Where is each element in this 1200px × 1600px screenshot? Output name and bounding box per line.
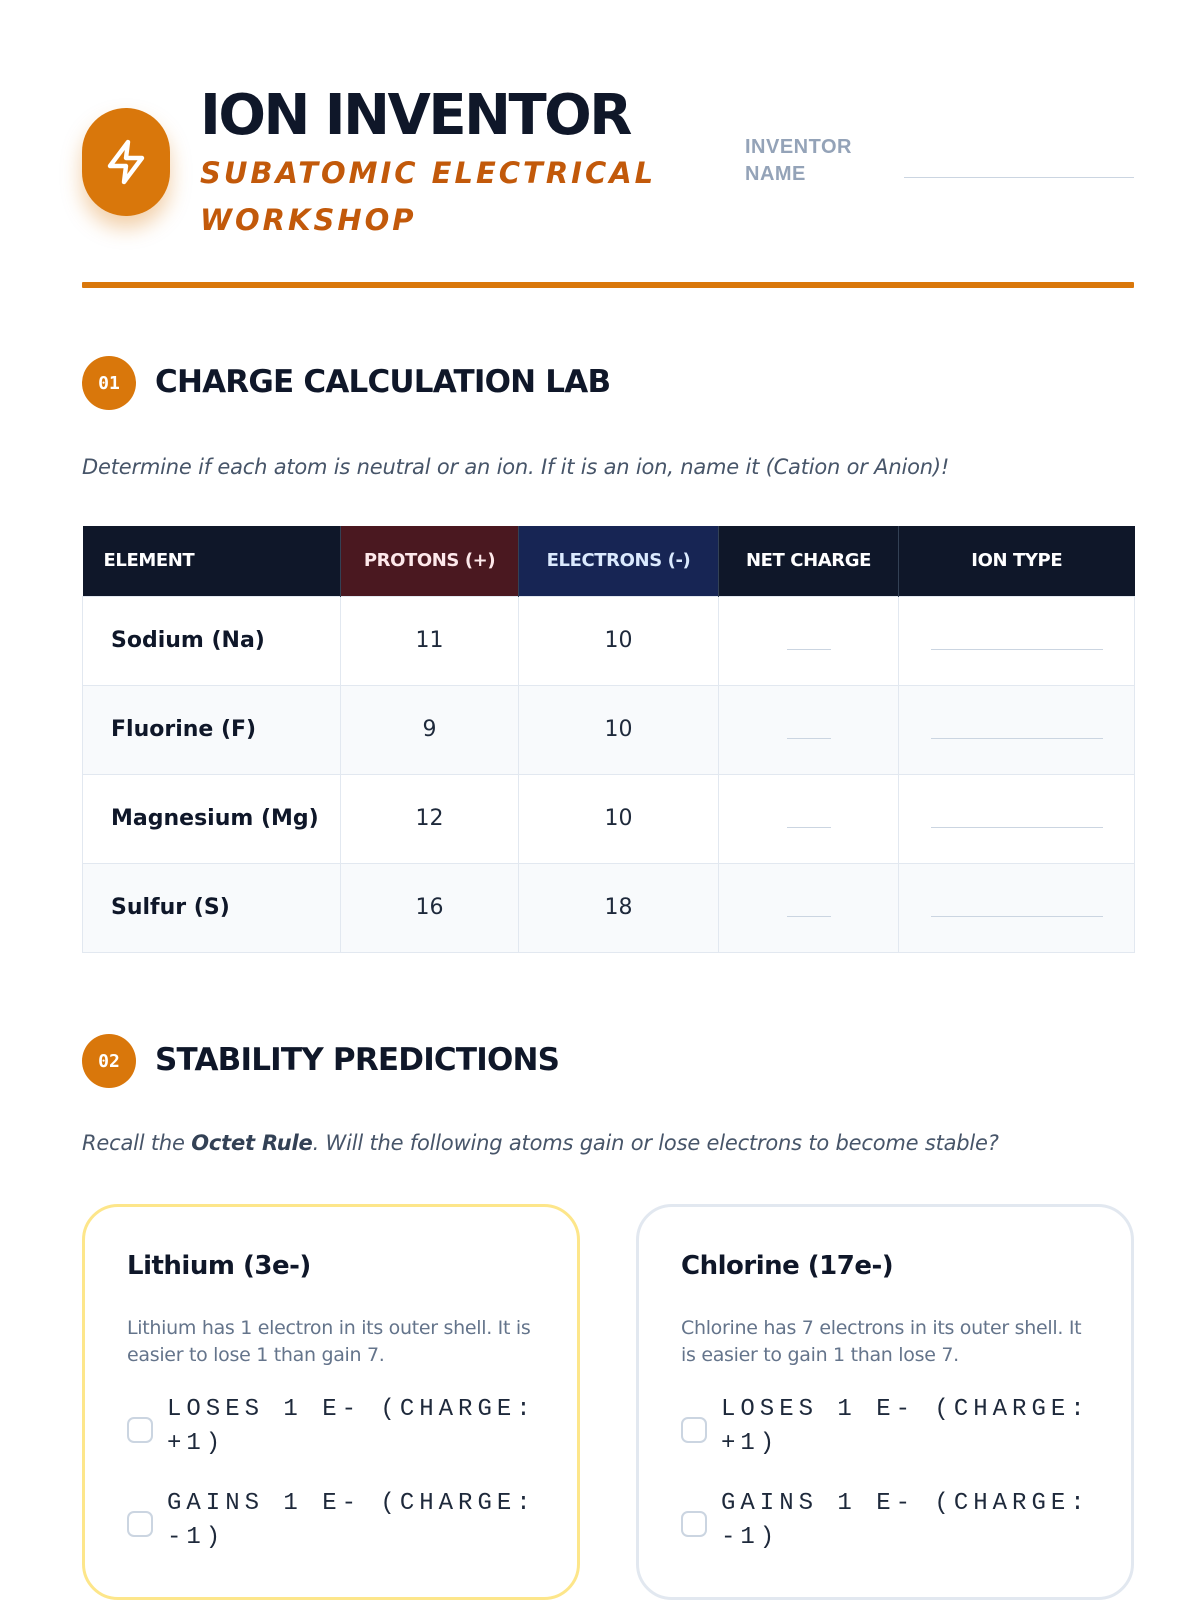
section-2-badge: 02 xyxy=(82,1034,136,1088)
card-title: Chlorine (17e-) xyxy=(681,1251,894,1281)
option-gains-electron[interactable] xyxy=(127,1487,547,1561)
element-cell: Sulfur (S) xyxy=(83,863,341,952)
column-header-protons: PROTONS (+) xyxy=(341,526,519,596)
section-1-badge: 01 xyxy=(82,356,136,410)
protons-cell: 12 xyxy=(341,774,519,863)
table-row xyxy=(83,863,1135,952)
lithium-card xyxy=(82,1204,580,1600)
ion-type-cell[interactable] xyxy=(899,774,1135,863)
option-label: LOSES 1 E- (CHARGE: +1) xyxy=(167,1396,536,1457)
option-loses-electron[interactable] xyxy=(681,1393,1101,1467)
ion-type-blank[interactable] xyxy=(931,916,1103,917)
gains-electron-checkbox[interactable] xyxy=(127,1511,153,1537)
ion-type-cell[interactable] xyxy=(899,596,1135,685)
protons-cell: 11 xyxy=(341,596,519,685)
option-label: GAINS 1 E- (CHARGE: -1) xyxy=(167,1490,536,1551)
lightning-bolt-icon xyxy=(102,138,150,186)
card-description: Chlorine has 7 electrons in its outer shell. It is easier to gain 1 than lose 7. xyxy=(681,1317,1082,1366)
section-1-title: CHARGE CALCULATION LAB xyxy=(155,364,611,400)
gains-electron-checkbox[interactable] xyxy=(681,1511,707,1537)
inventor-name-field[interactable] xyxy=(904,177,1134,178)
table-row xyxy=(83,774,1135,863)
table-row xyxy=(83,596,1135,685)
page-subtitle: SUBATOMIC ELECTRICAL WORKSHOP xyxy=(200,156,657,237)
column-header-element: ELEMENT xyxy=(83,526,341,596)
net-charge-cell[interactable] xyxy=(719,774,899,863)
protons-cell: 9 xyxy=(341,685,519,774)
element-cell: Magnesium (Mg) xyxy=(83,774,341,863)
octet-rule-term: Octet Rule xyxy=(191,1131,313,1155)
column-header-electrons: ELECTRONS (-) xyxy=(519,526,719,596)
electrons-cell: 10 xyxy=(519,685,719,774)
section-1-instructions: Determine if each atom is neutral or an ion. If it is an ion, name it (Cation or Anion)! xyxy=(82,455,950,479)
table-row xyxy=(83,685,1135,774)
ion-type-cell[interactable] xyxy=(899,863,1135,952)
option-label: GAINS 1 E- (CHARGE: -1) xyxy=(721,1490,1090,1551)
charge-table xyxy=(82,526,1135,953)
page-title: ION INVENTOR xyxy=(200,83,630,148)
electrons-cell: 18 xyxy=(519,863,719,952)
column-header-ion-type: ION TYPE xyxy=(899,526,1135,596)
card-title: Lithium (3e-) xyxy=(127,1251,311,1281)
worksheet-header xyxy=(82,84,1134,294)
table-header-row xyxy=(83,526,1135,596)
loses-electron-checkbox[interactable] xyxy=(681,1417,707,1443)
logo-badge xyxy=(82,108,170,216)
column-header-net-charge: NET CHARGE xyxy=(719,526,899,596)
option-gains-electron[interactable] xyxy=(681,1487,1101,1561)
ion-type-cell[interactable] xyxy=(899,685,1135,774)
net-charge-blank[interactable] xyxy=(787,916,831,917)
inventor-name-label: INVENTOR NAME xyxy=(745,136,852,185)
net-charge-cell[interactable] xyxy=(719,596,899,685)
ion-type-blank[interactable] xyxy=(931,827,1103,828)
card-description: Lithium has 1 electron in its outer shell. It is easier to lose 1 than gain 7. xyxy=(127,1317,531,1366)
net-charge-cell[interactable] xyxy=(719,863,899,952)
ion-type-blank[interactable] xyxy=(931,649,1103,650)
electrons-cell: 10 xyxy=(519,596,719,685)
header-divider xyxy=(82,282,1134,288)
section-2-instructions xyxy=(82,1131,999,1155)
net-charge-blank[interactable] xyxy=(787,738,831,739)
loses-electron-checkbox[interactable] xyxy=(127,1417,153,1443)
option-label: LOSES 1 E- (CHARGE: +1) xyxy=(721,1396,1090,1457)
section-2-title: STABILITY PREDICTIONS xyxy=(155,1042,560,1078)
electrons-cell: 10 xyxy=(519,774,719,863)
instructions-suffix: . Will the following atoms gain or lose electrons to become stable? xyxy=(312,1131,999,1155)
protons-cell: 16 xyxy=(341,863,519,952)
ion-type-blank[interactable] xyxy=(931,738,1103,739)
element-cell: Fluorine (F) xyxy=(83,685,341,774)
net-charge-cell[interactable] xyxy=(719,685,899,774)
element-cell: Sodium (Na) xyxy=(83,596,341,685)
option-loses-electron[interactable] xyxy=(127,1393,547,1467)
net-charge-blank[interactable] xyxy=(787,827,831,828)
net-charge-blank[interactable] xyxy=(787,649,831,650)
instructions-prefix: Recall the xyxy=(82,1131,192,1155)
chlorine-card xyxy=(636,1204,1134,1600)
